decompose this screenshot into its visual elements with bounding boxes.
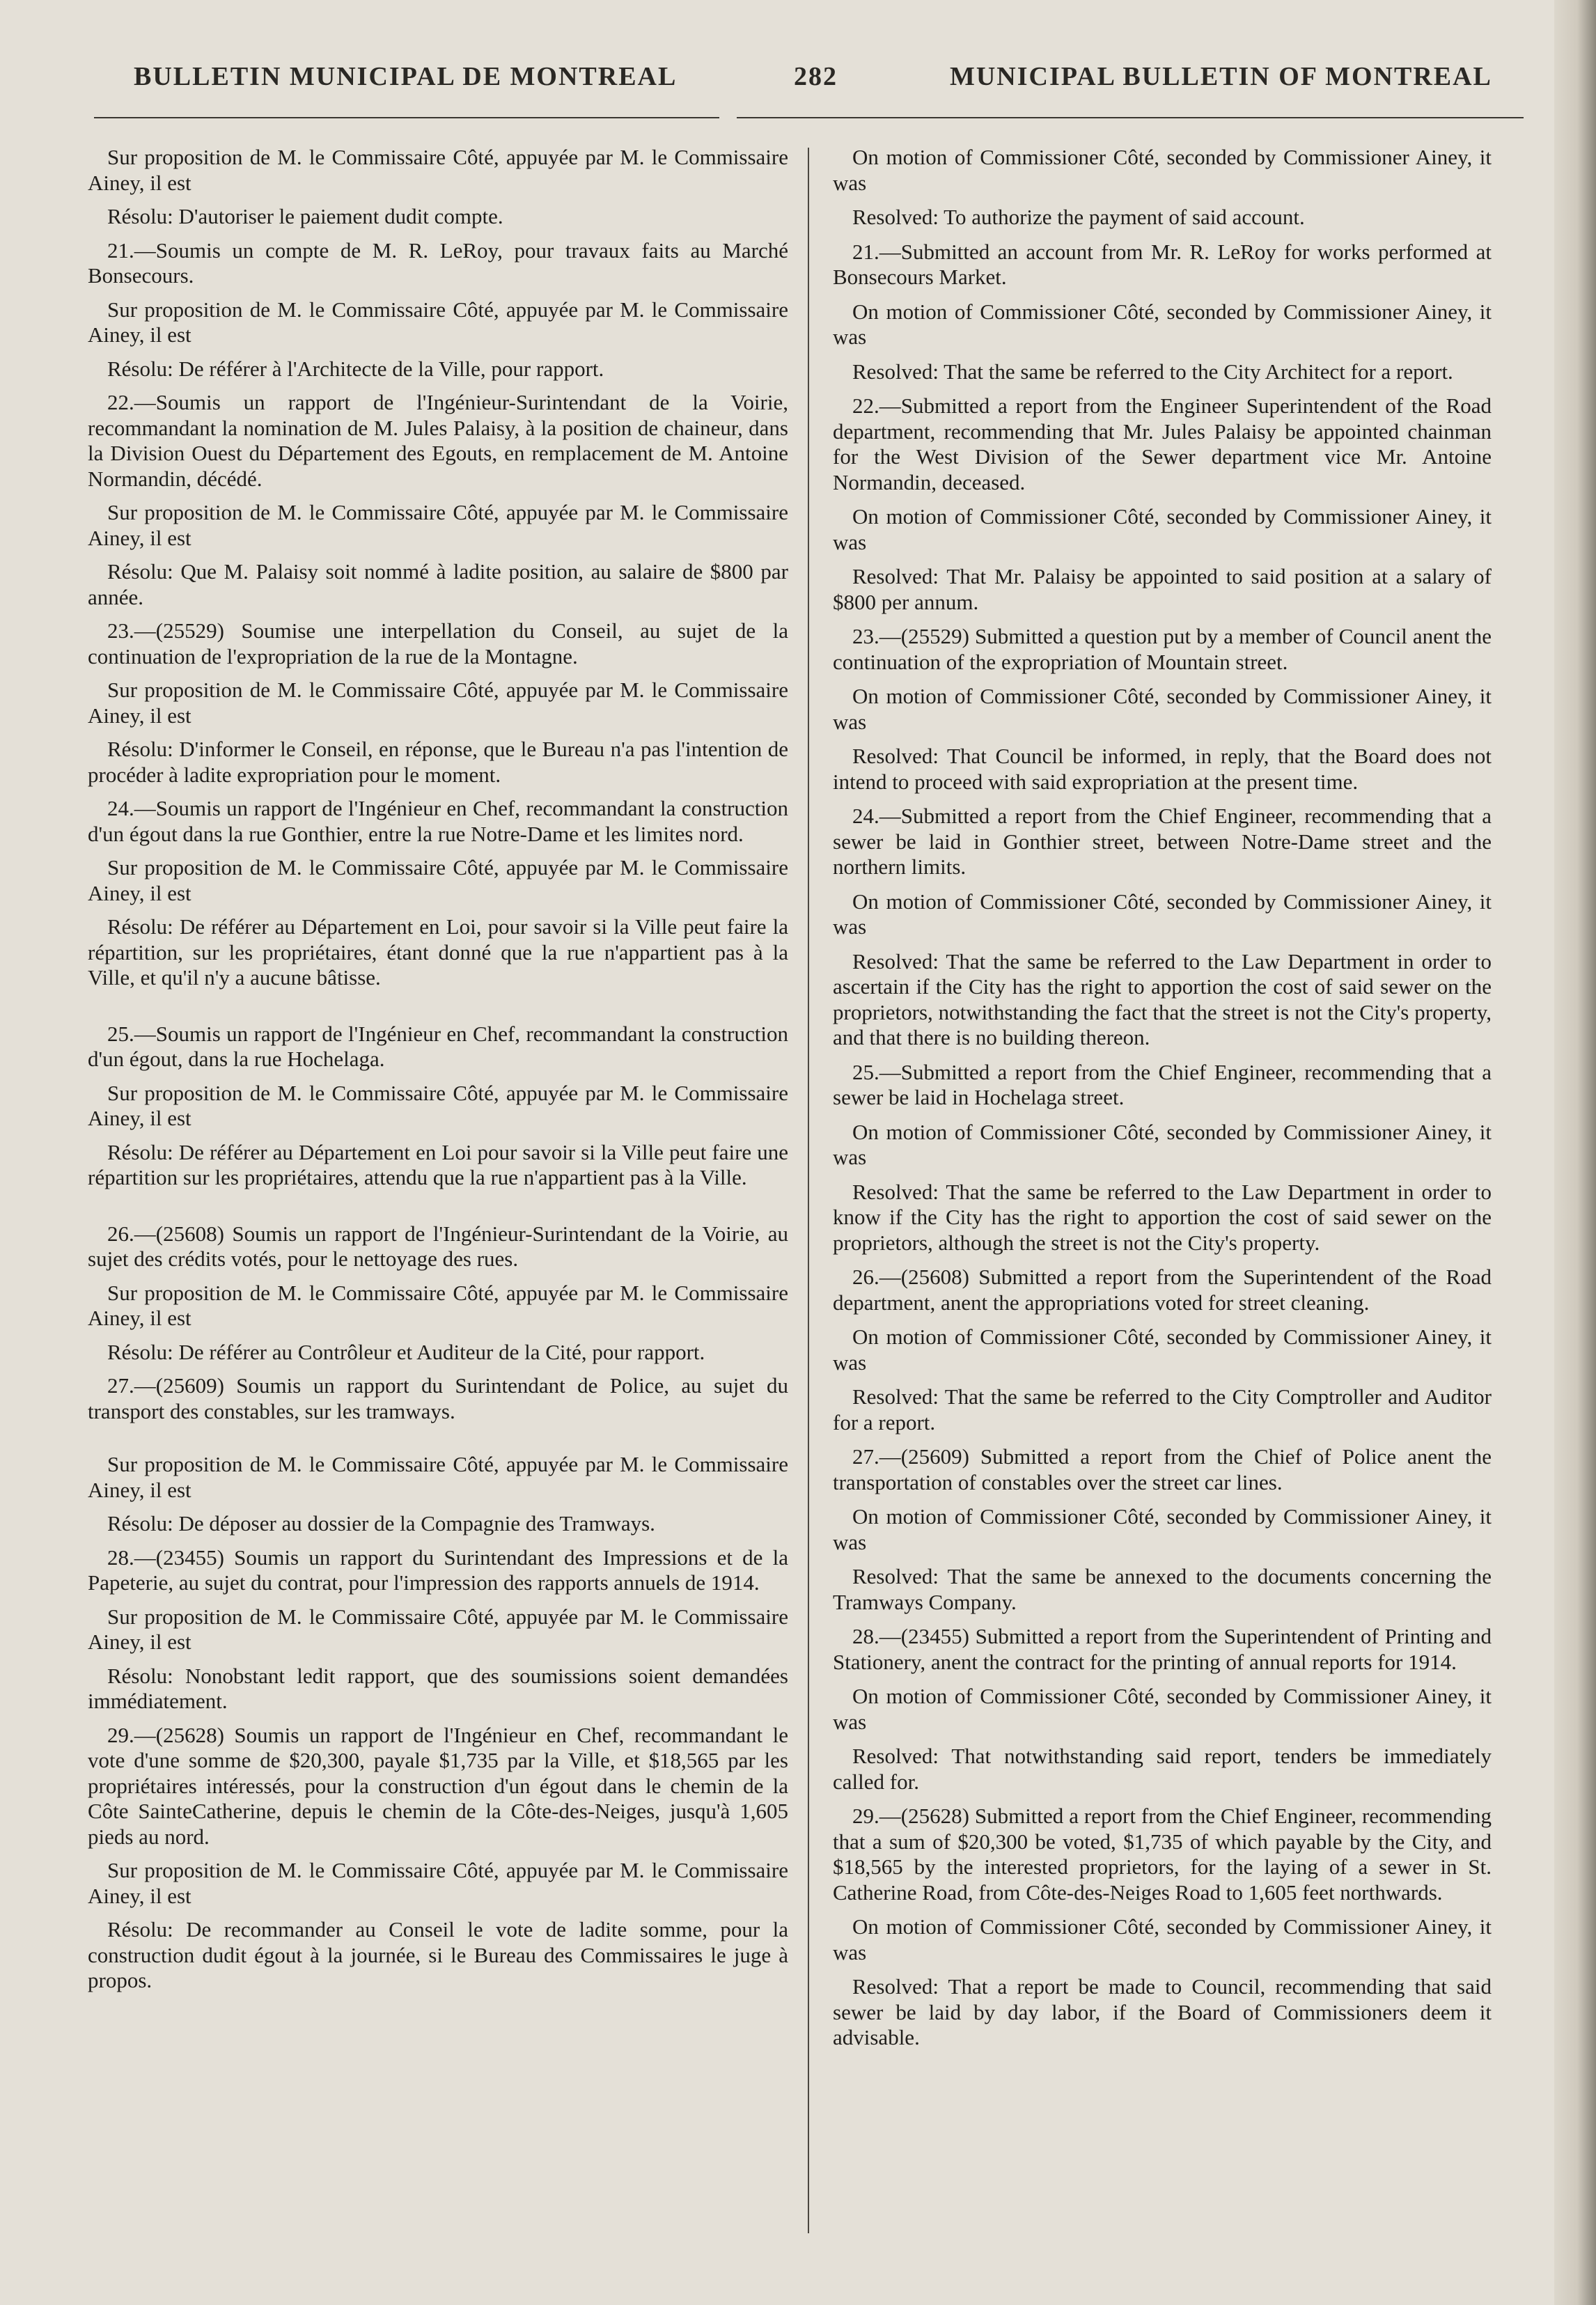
paragraph: 25.—Soumis un rapport de l'Ingénieur en Chef, recommandant la construction d'un égout, dans la rue Hochelaga. [88, 1021, 788, 1071]
paragraph: On motion of Commissioner Côté, seconded by Commissioner Ainey, it was [833, 145, 1492, 195]
paragraph: 23.—(25529) Submitted a question put by a member of Council anent the continuation of the expropriation of Mountain street. [833, 624, 1492, 674]
paragraph: Resolved: To authorize the payment of said account. [852, 205, 1305, 229]
english-column [833, 145, 1492, 2060]
paragraph: On motion of Commissioner Côté, seconded by Commissioner Ainey, it was [833, 1914, 1492, 1964]
paragraph: Resolved: That Council be informed, in reply, that the Board does not intend to proceed with said expropriation at the present time. [833, 744, 1492, 794]
paragraph: On motion of Commissioner Côté, seconded by Commissioner Ainey, it was [833, 299, 1492, 349]
paragraph: Resolved: That the same be referred to the Law Department in order to ascertain if the City has the right to apportion the cost of said sewer on the proprietors, notwithstanding the fact that the street is not the City's property, and that there is no building thereon. [833, 948, 1492, 1049]
page-header [0, 61, 1596, 103]
paragraph: Sur proposition de M. le Commissaire Côté, appuyée par M. le Commissaire Ainey, il est [88, 1604, 788, 1654]
paragraph: Résolu: De référer au Contrôleur et Auditeur de la Cité, pour rapport. [107, 1339, 705, 1364]
paragraph: 23.—(25529) Soumise une interpellation du Conseil, au sujet de la continuation de l'expropriation de la rue de la Montagne. [88, 618, 788, 669]
paragraph: Résolu: De référer au Département en Loi, pour savoir si la Ville peut faire la répartition, sur les propriétaires, étant donné que la rue n'appartient pas à la Ville, et qu'il n'y a aucune bâtisse. [88, 914, 788, 990]
paragraph: On motion of Commissioner Côté, seconded by Commissioner Ainey, it was [833, 1504, 1492, 1554]
paragraph: Resolved: That the same be referred to the Law Department in order to know if the City has the right to apportion the cost of said sewer on the proprietors, although the street is not the City's property. [833, 1179, 1492, 1255]
paragraph: 24.—Soumis un rapport de l'Ingénieur en Chef, recommandant la construction d'un égout dans la rue Gonthier, entre la rue Notre-Dame et les limites nord. [88, 796, 788, 846]
paragraph: Résolu: De déposer au dossier de la Compagnie des Tramways. [107, 1511, 655, 1536]
paragraph: Resolved: That the same be referred to the City Architect for a report. [852, 359, 1453, 384]
paragraph: On motion of Commissioner Côté, seconded by Commissioner Ainey, it was [833, 1325, 1492, 1375]
paragraph: 27.—(25609) Submitted a report from the Chief of Police anent the transportation of constables over the street car lines. [833, 1444, 1492, 1494]
paragraph: 28.—(23455) Submitted a report from the Superintendent of Printing and Stationery, anent the contract for the printing of annual reports for 1914. [833, 1624, 1492, 1674]
paragraph: 22.—Submitted a report from the Engineer Superintendent of the Road department, recommending that Mr. Jules Palaisy be appointed chainman for the West Division of the Sewer department vice Mr. Antoine Normandin, deceased. [833, 393, 1492, 494]
paragraph: Sur proposition de M. le Commissaire Côté, appuyée par M. le Commissaire Ainey, il est [88, 1280, 788, 1330]
paragraph: 28.—(23455) Soumis un rapport du Surintendant des Impressions et de la Papeterie, au sujet du contrat, pour l'impression des rapports annuels de 1914. [88, 1545, 788, 1595]
paragraph: Resolved: That the same be annexed to the documents concerning the Tramways Company. [833, 1564, 1492, 1614]
paragraph: Sur proposition de M. le Commissaire Côté, appuyée par M. le Commissaire Ainey, il est [88, 145, 788, 195]
paragraph: Sur proposition de M. le Commissaire Côté, appuyée par M. le Commissaire Ainey, il est [88, 855, 788, 905]
paragraph: Sur proposition de M. le Commissaire Côté, appuyée par M. le Commissaire Ainey, il est [88, 1080, 788, 1130]
paragraph: 26.—(25608) Submitted a report from the Superintendent of the Road department, anent the appropriations voted for street cleaning. [833, 1265, 1492, 1315]
header-rule-right [737, 117, 1524, 118]
header-title-english: MUNICIPAL BULLETIN OF MONTREAL [950, 62, 1492, 91]
paragraph: Sur proposition de M. le Commissaire Côté, appuyée par M. le Commissaire Ainey, il est [88, 1858, 788, 1908]
paragraph: 21.—Soumis un compte de M. R. LeRoy, pour travaux faits au Marché Bonsecours. [88, 237, 788, 288]
paragraph: Resolved: That a report be made to Council, recommending that said sewer be laid by day labor, if the Board of Commissioners deem it advisable. [833, 1974, 1492, 2049]
page-edge-shadow [1554, 0, 1596, 2305]
paragraph: 21.—Submitted an account from Mr. R. LeRoy for works performed at Bonsecours Market. [833, 239, 1492, 289]
paragraph: Sur proposition de M. le Commissaire Côté, appuyée par M. le Commissaire Ainey, il est [88, 678, 788, 728]
paragraph: 29.—(25628) Soumis un rapport de l'Ingénieur en Chef, recommandant le vote d'une somme de $20,300, payale $1,735 par la Ville, et $18,565 par les propriétaires intéressés, pour la construction d'un égout dans le chemin de la Côte SainteCatherine, depuis le chemin de la Côte-des-Neiges, jusqu'à 1,605 pieds au nord. [88, 1722, 788, 1849]
paragraph: 25.—Submitted a report from the Chief Engineer, recommending that a sewer be laid in Hochelaga street. [833, 1059, 1492, 1109]
paragraph: Résolu: Nonobstant ledit rapport, que des soumissions soient demandées immédiatement. [88, 1663, 788, 1713]
paragraph: On motion of Commissioner Côté, seconded by Commissioner Ainey, it was [833, 1119, 1492, 1169]
paragraph: Sur proposition de M. le Commissaire Côté, appuyée par M. le Commissaire Ainey, il est [88, 500, 788, 550]
page-number: 282 [794, 62, 838, 91]
header-title-french: BULLETIN MUNICIPAL DE MONTREAL [134, 62, 678, 91]
paragraph: 29.—(25628) Submitted a report from the Chief Engineer, recommending that a sum of $20,300 be voted, $1,735 of which payable by the City, and $18,565 by the interested proprietors, for the laying of a sewer in St. Catherine Road, from Côte-des-Neiges Road to 1,605 feet northwards. [833, 1804, 1492, 1905]
paragraph: 24.—Submitted a report from the Chief Engineer, recommending that a sewer be laid in Gonthier street, between Notre-Dame street and the northern limits. [833, 804, 1492, 879]
paragraph: Sur proposition de M. le Commissaire Côté, appuyée par M. le Commissaire Ainey, il est [88, 1452, 788, 1502]
paragraph: 27.—(25609) Soumis un rapport du Surintendant de Police, au sujet du transport des constables, sur les tramways. [88, 1373, 788, 1423]
paragraph: On motion of Commissioner Côté, seconded by Commissioner Ainey, it was [833, 684, 1492, 734]
paragraph: Résolu: De recommander au Conseil le vote de ladite somme, pour la construction dudit égout à la journée, si le Bureau des Commissaires le juge à propos. [88, 1917, 788, 1992]
header-rule-left [94, 117, 719, 118]
paragraph: Resolved: That the same be referred to the City Comptroller and Auditor for a report. [833, 1384, 1492, 1435]
paragraph: Resolved: That notwithstanding said report, tenders be immediately called for. [833, 1744, 1492, 1794]
paragraph: 26.—(25608) Soumis un rapport de l'Ingénieur-Surintendant de la Voirie, au sujet des crédits votés, pour le nettoyage des rues. [88, 1221, 788, 1271]
paragraph: On motion of Commissioner Côté, seconded by Commissioner Ainey, it was [833, 889, 1492, 939]
paragraph: Resolved: That Mr. Palaisy be appointed to said position at a salary of $800 per annum. [833, 564, 1492, 614]
column-divider [808, 148, 809, 2233]
paragraph: Résolu: D'informer le Conseil, en réponse, que le Bureau n'a pas l'intention de procéder à ladite expropriation pour le moment. [88, 737, 788, 787]
french-column [88, 145, 788, 2002]
paragraph: Résolu: De référer au Département en Loi pour savoir si la Ville peut faire une répartition sur les propriétaires, attendu que la rue n'appartient pas à la Ville. [88, 1139, 788, 1189]
paragraph: Sur proposition de M. le Commissaire Côté, appuyée par M. le Commissaire Ainey, il est [88, 297, 788, 347]
paragraph: Résolu: Que M. Palaisy soit nommé à ladite position, au salaire de $800 par année. [88, 559, 788, 609]
paragraph: 22.—Soumis un rapport de l'Ingénieur-Surintendant de la Voirie, recommandant la nomination de M. Jules Palaisy, à la position de chaineur, dans la Division Ouest du Département des Egouts, en remplacement de M. Antoine Normandin, décédé. [88, 390, 788, 491]
paragraph: Résolu: D'autoriser le paiement dudit compte. [107, 204, 503, 228]
paragraph: Résolu: De référer à l'Architecte de la Ville, pour rapport. [107, 356, 604, 381]
paragraph: On motion of Commissioner Côté, seconded by Commissioner Ainey, it was [833, 504, 1492, 554]
paragraph: On motion of Commissioner Côté, seconded by Commissioner Ainey, it was [833, 1684, 1492, 1734]
